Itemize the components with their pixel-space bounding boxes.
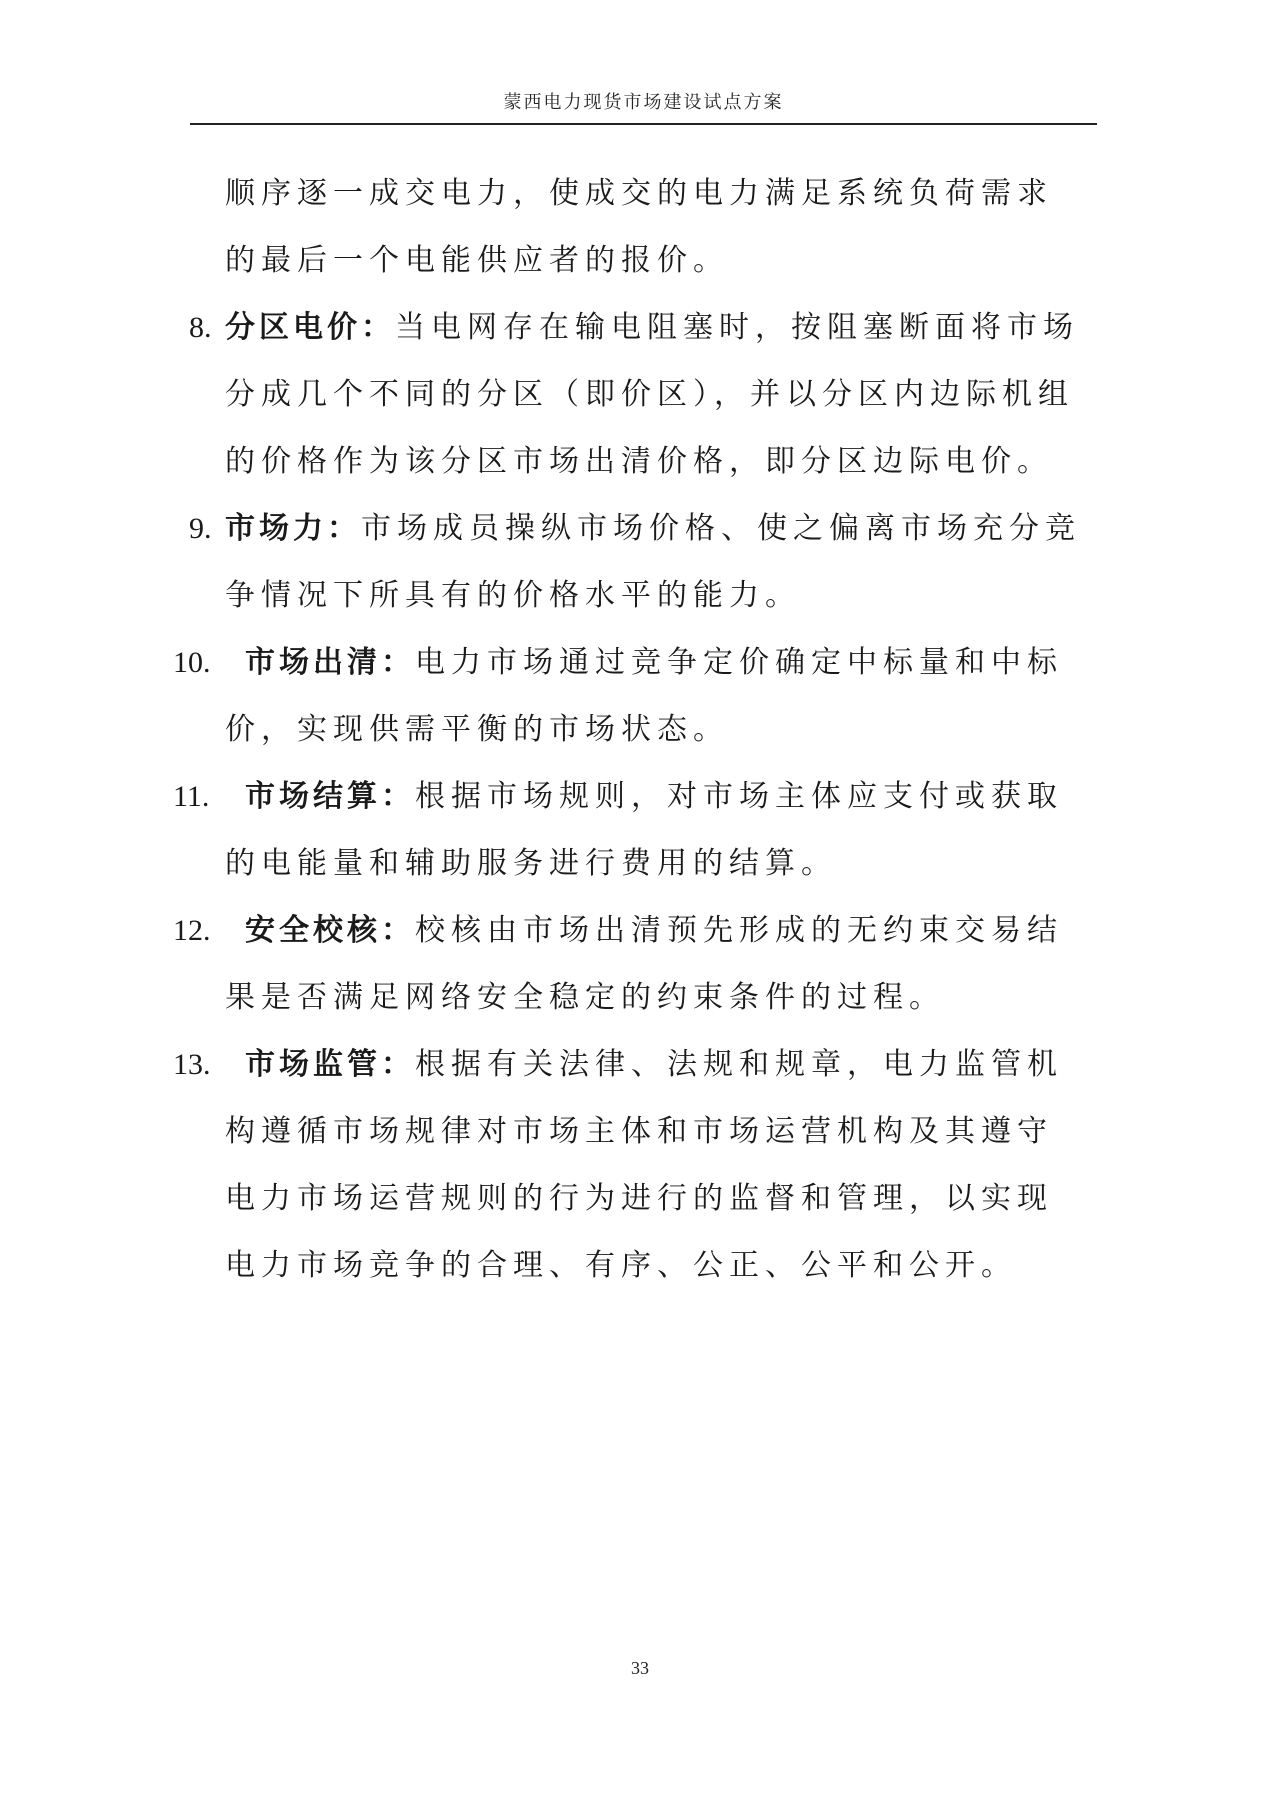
item-number: 11. <box>173 780 210 813</box>
item-number: 12. <box>173 914 211 947</box>
page-number: 33 <box>631 1658 649 1678</box>
definition-item-13 <box>173 1031 1085 1299</box>
definition-term: 市场结算： <box>245 779 415 814</box>
item-number: 9. <box>189 512 212 545</box>
running-header: 蒙西电力现货市场建设试点方案 <box>503 92 784 113</box>
definition-term: 市场监管： <box>245 1047 415 1082</box>
definition-item-12 <box>173 897 1085 1031</box>
definition-text: 校核由市场出清预先形成的无约束交易结果是否满足网络安全稳定的约束条件的过程。 <box>225 913 1063 1015</box>
item-number: 10. <box>173 646 211 679</box>
definition-term: 市场力： <box>225 511 361 546</box>
definition-item-8 <box>189 294 1085 495</box>
header-rule <box>190 123 1097 125</box>
definition-item-11 <box>173 763 1085 897</box>
definition-text: 市场成员操纵市场价格、使之偏离市场充分竞争情况下所具有的价格水平的能力。 <box>225 511 1081 613</box>
definition-text: 电力市场通过竞争定价确定中标量和中标价，实现供需平衡的市场状态。 <box>225 645 1063 747</box>
document-body <box>173 160 1085 1299</box>
definition-term: 安全校核： <box>245 913 415 948</box>
definition-term: 市场出清： <box>245 645 415 680</box>
item-number: 8. <box>189 311 212 344</box>
definition-item-10 <box>173 629 1085 763</box>
definition-item-9 <box>189 495 1085 629</box>
definition-text: 当电网存在输电阻塞时，按阻塞断面将市场分成几个不同的分区（即价区），并以分区内边际机组的价格作为该分区市场出清价格，即分区边际电价。 <box>225 310 1079 479</box>
continued-paragraph: 顺序逐一成交电力，使成交的电力满足系统负荷需求的最后一个电能供应者的报价。 <box>225 176 1053 278</box>
item-number: 13. <box>173 1048 211 1081</box>
definition-term: 分区电价： <box>225 310 395 345</box>
definition-text: 根据有关法律、法规和规章，电力监管机构遵循市场规律对市场主体和市场运营机构及其遵守电力市场运营规则的行为进行的监督和管理，以实现电力市场竞争的合理、有序、公正、公平和公开。 <box>225 1047 1063 1283</box>
definition-text: 根据市场规则，对市场主体应支付或获取的电能量和辅助服务进行费用的结算。 <box>225 779 1063 881</box>
